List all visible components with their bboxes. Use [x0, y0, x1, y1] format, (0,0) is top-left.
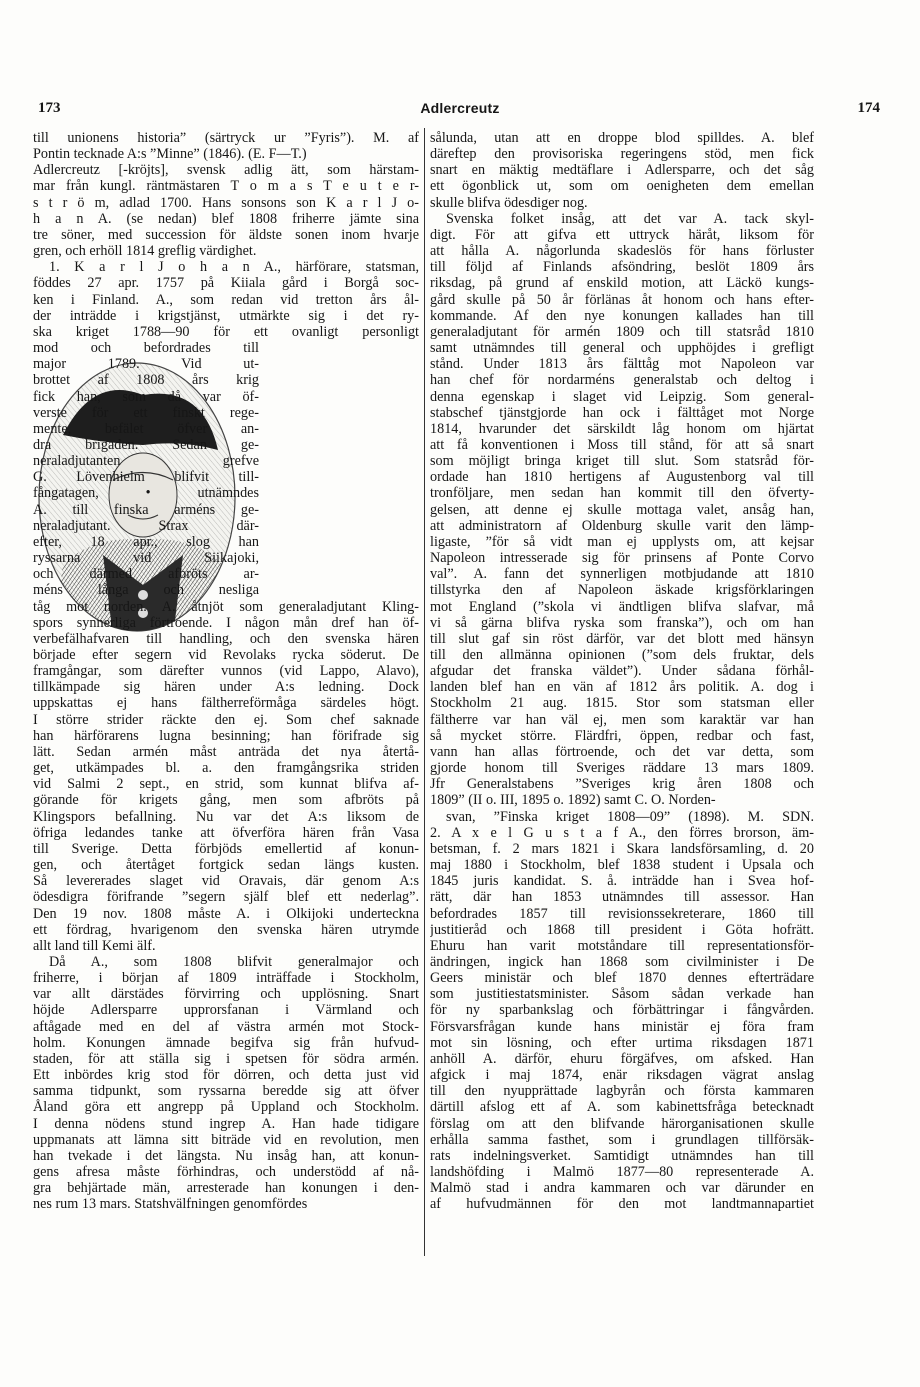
text-line: stånd. Under 1813 års fälttåg mot Napoleon var	[430, 356, 814, 373]
text-line: ödesdigra förifrande ”segern själf blef ett nederlag”.	[33, 889, 419, 906]
text-line: verste för ett finskt rege-	[33, 404, 259, 421]
text-line: I större strider räckte den ej. Som chef saknade	[33, 711, 419, 728]
text-line: 1814, hvarunder det särskildt låg honom om hjärtat	[430, 420, 814, 437]
text-line: brottet af 1808 års krig	[33, 372, 259, 389]
text-line: framgångar, som därefter vunnos (vid Lappo, Alavo),	[33, 663, 419, 680]
text-line: mot England (”skola vi ändtligen blifva slafvar, må	[430, 598, 814, 615]
text-line: var allt därstädes förvirring och upplösning. Snart	[33, 986, 419, 1003]
text-line: gård skulle på 50 år förlänas åt honom och hans efter-	[430, 291, 814, 308]
text-line: han tvekade i det längsta. Nu insåg han, att konun-	[33, 1147, 419, 1164]
text-line: till unionens historia” (särtryck ur ”Fyris”). M. af	[33, 130, 419, 146]
text-line: stabschef tjänstgjorde han ock i fälttåget mot Norge	[430, 404, 814, 421]
text-line: 2. A x e l G u s t a f A., den förres brorson, äm-	[430, 824, 814, 841]
text-line: lätt. Sedan armén måst anträda det nya återtå-	[33, 743, 419, 760]
text-line: tillstyrka den af Napoleon äskade krigsförklaringen	[430, 582, 814, 599]
text-line: landen blef han en vän af 1812 års politik. A. dog i	[430, 679, 814, 696]
left-page-number: 173	[38, 100, 61, 116]
text-line: kommande. Af den nye konungen kallades han till	[430, 307, 814, 324]
right-page-number: 174	[857, 100, 880, 116]
text-line: anhöll A. därför, ehuru förgäfves, om afsked. Han	[430, 1050, 814, 1067]
text-line: A. till finska arméns ge-	[33, 501, 259, 518]
text-line: Åland göra ett angrepp på Uppland och Stockholm.	[33, 1099, 419, 1116]
text-line: landshöfding i Malmö 1877—80 representerade A.	[430, 1164, 814, 1180]
text-line: däreftер den provisoriska regeringens stöd, men fick	[430, 146, 814, 163]
text-line: val”. A. fann det synnerligen motbjudande att 1810	[430, 566, 814, 583]
text-line: 1. K a r l J o h a n A., härförare, statsman,	[49, 259, 419, 276]
text-line: föddes 27 apr. 1757 på Kiiala gård i Borgå soc-	[33, 275, 419, 292]
column-divider	[424, 128, 425, 1256]
text-line: han chef för nordarméns generalstab och deltog i	[430, 372, 814, 389]
text-line: han härförarens lugna besinning; han förifrade sig	[33, 727, 419, 744]
text-line: för ny sparbankslag och förbättringar i fångvården.	[430, 1002, 814, 1019]
text-line: G. Lövenhielm blifvit till-	[33, 469, 259, 486]
text-line: staden, för att ställa sig i spetsen för södra armén.	[33, 1050, 419, 1067]
text-line: att hålla A. någorlunda skadeslös för hans förluster	[430, 243, 814, 260]
text-line: 1809” (II o. III, 1895 o. 1892) samt C. O. Norden-	[430, 792, 716, 809]
text-line: uppmanats att lämna sitt biträde vid en revolution, men	[33, 1131, 419, 1148]
text-line: afgick i maj 1874, enär riksdagen vägrat anslag	[430, 1067, 814, 1084]
text-line: till den nyupprättade lagbyrån och första kammaren	[430, 1083, 814, 1100]
text-line: vid Salmi 2 sept., en strid, som kunnat blifva af-	[33, 776, 419, 793]
text-line: tre söner, med succession för äldste sonen inom hvarje	[33, 226, 419, 243]
text-line: Geers ministär och blef 1870 dennes efterträdare	[430, 970, 814, 987]
text-line: Så levererades slaget vid Oravais, där genom A:s	[33, 873, 419, 890]
text-line: mar från kungl. räntmästaren T o m a s T e u t e r-	[33, 178, 419, 195]
text-line: och därmed afbröts ar-	[33, 566, 259, 583]
text-line: Svenska folket insåg, att det var A. tack skyl-	[446, 210, 814, 227]
text-line: Malmö stad i andra kammaren och var därunder en	[430, 1180, 814, 1197]
text-line: tillkämpade sig hären under A:s ledning. Dock	[33, 679, 419, 696]
text-line: neraladjutant. Strax där-	[33, 517, 259, 534]
text-line: fick han, som då var öf-	[33, 388, 259, 405]
text-line: ändringen, ingick han 1868 som civilminister i De	[430, 953, 814, 970]
text-line: Adlercreutz [-kröjts], svensk adlig ätt, som härstam-	[33, 162, 419, 179]
text-line: denna egenskap i slaget vid Leipzig. Som general-	[430, 388, 814, 405]
text-line: holm. Konungen ämnade begifva sig från hufvud-	[33, 1034, 419, 1051]
text-line: ett ögonblick ut, som om oenigheten dem emellan	[430, 178, 814, 195]
text-line: till följd af Finlands afsöndring, beslöt 1809 års	[430, 259, 814, 276]
text-line: till slut gaf sin röst därför, var det blott med hänsyn	[430, 630, 814, 647]
text-line: befordrades 1857 till revisionssekreterare, 1860 till	[430, 905, 814, 922]
text-line: allt land till Kemi älf.	[33, 937, 156, 954]
text-line: började efter segern vid Revolaks rycka söderut. De	[33, 647, 419, 663]
text-line: nes rum 13 mars. Statshvälfningen genomfördes	[33, 1196, 308, 1213]
text-line: att administratorn af Oldenburg skulle varit den lämp-	[430, 517, 814, 534]
text-line: h a n A. (se nedan) blef 1808 friherre jämte sina	[33, 210, 419, 227]
text-line: gens afresa måste förhindras, och understödd af nå-	[33, 1164, 419, 1180]
text-line: verbefälhafvaren till handling, och den svenska hären	[33, 630, 419, 647]
text-line: Jfr Generalstabens ”Sveriges krig åren 1808 och	[430, 776, 814, 793]
text-line: Klingspors befallning. Nu var det A:s liksom de	[33, 808, 419, 825]
text-line: att få konventionen i Moss till stånd, för att så snart	[430, 436, 814, 453]
text-line: Pontin tecknade A:s ”Minne” (1846). (E. F—T.)	[33, 146, 307, 163]
text-line: som justitiestatsminister. Såsom sådan verkade han	[430, 986, 814, 1003]
text-line: som möjligt bringa kriget till slut. Som statsråd för-	[430, 453, 814, 470]
text-line: betsman, f. 2 mars 1821 i Skara landsförsamling, d. 20	[430, 840, 814, 857]
text-line: maj 1880 i Stockholm, blef 1838 student i Upsala och	[430, 857, 814, 874]
text-line: rats indelningsverket. Samtidigt utnämndes han till	[430, 1147, 814, 1164]
text-line: görande för krigets gång, men som afbröts på	[33, 792, 419, 809]
text-line: förslag om att den blifvande härorganisationen skulle	[430, 1115, 814, 1132]
text-line: Stockholm 21 aug. 1815. Stor som statsman eller	[430, 695, 814, 712]
text-line: afgudar det franska väldet”). Under sådana förhål-	[430, 663, 814, 680]
page-title: Adlercreutz	[420, 100, 500, 116]
text-line: rätt, där han 1853 utnämndes till assessor. Han	[430, 889, 814, 906]
text-line: därtill afslog ett af A. som kabinettsfråga betecknadt	[430, 1099, 814, 1116]
text-line: fältherre var han väl ej, men som karaktär var han	[430, 711, 814, 728]
text-line: I denna nödens stund ingrep A. Han hade tidigare	[33, 1115, 419, 1132]
text-line: samma tidpunkt, som ryssarna beredde sig att öfver	[33, 1083, 419, 1100]
text-line: svan, ”Finska kriget 1808—09” (1898). M. SDN.	[446, 808, 814, 825]
text-line: méns långa och nesliga	[33, 582, 259, 599]
text-line: uppskattas ej hans fältherreförmåga särdeles högt.	[33, 695, 419, 712]
text-line: Försvarsfrågan kunde hans ministär ej föra fram	[430, 1018, 814, 1035]
text-line: generaladjutant för armén 1809 och till statsråd 1810	[430, 323, 814, 340]
text-line: tåg mot norden. A. åtnjöt som generaladjutant Kling-	[33, 598, 419, 615]
text-line: mente, befälet öfver an-	[33, 420, 259, 437]
text-line: gra behjärtade män, arresterade han konungen i den-	[33, 1180, 419, 1197]
text-line: s t r ö m, adlad 1700. Hans sonsons son K a r l J o-	[33, 194, 419, 211]
text-line: friherre, i början af 1809 inträffade i Stockholm,	[33, 970, 419, 987]
text-line: till den allmänna opinionen (”som dels fruktar, dels	[430, 647, 814, 663]
text-line: aftågade med en del af västra armén mot Stock-	[33, 1018, 419, 1035]
text-line: gren, och erhöll 1814 greflig värdighet.	[33, 243, 257, 260]
text-line: ken i Finland. A., som redan vid tretton års ål-	[33, 291, 419, 308]
text-line: ett fördrag, hvarigenom den svenska hären utrymde	[33, 921, 419, 938]
left-column	[33, 130, 419, 1256]
text-line: tronföljare, men sedan han kommit till den öfverty-	[430, 485, 814, 502]
text-line: major 1789. Vid ut-	[33, 356, 259, 373]
text-line: gelsen, att denne ej skulle mottaga valet, ansåg han,	[430, 501, 814, 518]
text-line: erhålla samma fasthet, som i grundlagen tillförsäk-	[430, 1131, 814, 1148]
text-line: justitieråd och 1868 till president i Göta hofrätt.	[430, 921, 814, 938]
text-line: Ehuru han varit motståndare till representationsför-	[430, 937, 814, 954]
text-line: öfriga ledandes tanke att öfverföra hären från Vasa	[33, 824, 419, 841]
text-line: get, utkämpades bl. a. den framgångsrika striden	[33, 760, 419, 777]
text-line: till Sverige. Detta förbjöds emellertid af konun-	[33, 840, 419, 857]
text-line: Napoleon intresserade sig för prinsens af Ponte Corvo	[430, 550, 814, 567]
text-line: mod och befordrades till	[33, 340, 259, 357]
text-line: ryssarna vid Siikajoki,	[33, 550, 259, 567]
text-line: höjde Adlersparre upprorsfanan i Värmland och	[33, 1002, 419, 1019]
text-line: Då A., som 1808 blifvit generalmajor och	[49, 953, 419, 970]
text-line: af hufvudmännen för den mot landtmannapartiet	[430, 1196, 814, 1213]
text-line: fångatagen, • utnämndes	[33, 485, 259, 502]
text-line: vi så gärna blifva ryska som franska”), och om han	[430, 614, 814, 631]
text-line: gen, och återtåget fortgick sedan längs kusten.	[33, 857, 419, 874]
text-line: 1845 juris kandidat. S. å. inträdde han i Svea hof-	[430, 873, 814, 890]
text-line: ligaste, ”för så vidt man ej upplysts om, att kejsar	[430, 533, 814, 550]
text-line: digt. För att gifva ett uttryck häråt, liksom för	[430, 226, 814, 243]
text-line: ska kriget 1788—90 för ett ovanligt personligt	[33, 323, 419, 340]
text-line: neraladjutanten grefve	[33, 453, 259, 470]
text-line: Den 19 nov. 1808 måste A. i Olkijoki underteckna	[33, 905, 419, 922]
text-line: samt utnämndes till general och upphöjdes i grefligt	[430, 340, 814, 357]
text-line: skulle blifva ödesdiger nog.	[430, 194, 588, 211]
text-line: Ett inbördes krig stod för dörren, och detta just vid	[33, 1067, 419, 1084]
text-line: ordade han 1810 hertigens af Augustenborg val till	[430, 469, 814, 486]
text-line: så mycket större. Flärdfri, öppen, redbar och fast,	[430, 727, 814, 744]
text-line: vann han allas förtroende, och det var detta, som	[430, 743, 814, 760]
text-line: dra brigaden. Sedan ge-	[33, 436, 259, 453]
text-line: efter, 18 apr., slog han	[33, 533, 259, 550]
text-line: snart en mäktig medtäflare i Adlersparre, och det såg	[430, 162, 814, 179]
right-column	[430, 130, 814, 1256]
text-line: spors synnerliga förtroende. I någon mån dref han öf-	[33, 614, 419, 631]
text-line: der inträdde i krigstjänst, utmärkte sig i det ry-	[33, 307, 419, 324]
text-line: gjorde honom till Sveriges räddare 13 mars 1809.	[430, 760, 814, 777]
text-line: mot sin lösning, och efter urtima riksdagen 1871	[430, 1034, 814, 1051]
text-line: sålunda, utan att en droppe blod spilldes. A. blef	[430, 130, 814, 146]
text-line: riksdag, på grund af enskild motion, att Läckö kungs-	[430, 275, 814, 292]
